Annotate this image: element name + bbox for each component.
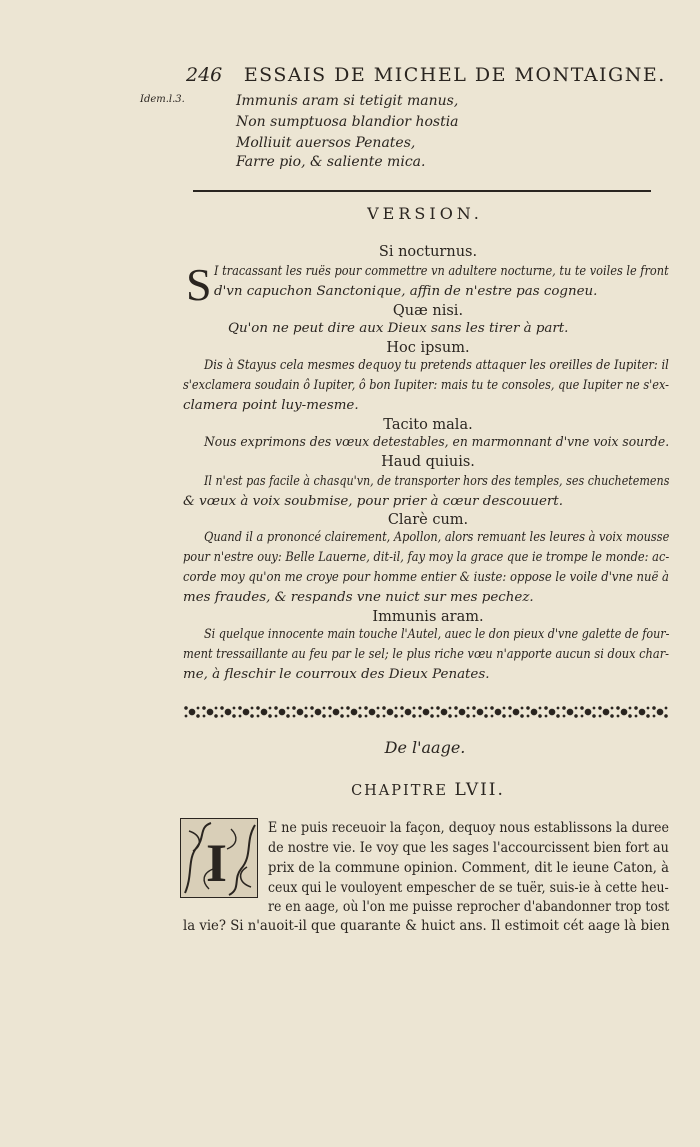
drop-cap-glyph: S <box>186 264 212 304</box>
verse-line: Molliuit auersos Penates, <box>236 135 416 151</box>
text-line: me, à fleschir le courroux des Dieux Penates. <box>183 667 490 682</box>
lemma: Immunis aram. <box>372 609 484 625</box>
text-line: Il n'est pas facile à chasqu'vn, de transporter hors des temples, ses chuchetemens <box>204 474 670 489</box>
lemma: Haud quiuis. <box>381 454 475 470</box>
text-line: pour n'estre ouy: Belle Lauerne, dit-il, fay moy la grace que ie trompe le monde: ac- <box>183 550 670 565</box>
chapter-numeral: LVII. <box>454 780 505 800</box>
text-line: E ne puis receuoir la façon, dequoy nous establissons la duree <box>268 820 670 836</box>
running-head <box>186 64 666 86</box>
text-line: mes fraudes, & respands vne nuict sur mes pechez. <box>183 590 534 605</box>
verse-line: Immunis aram si tetigit manus, <box>236 93 459 109</box>
text-line: corde moy qu'on me croye pour homme entier & iuste: oppose le voile d'vne nuë à <box>183 570 669 585</box>
text-line: Nous exprimons des vœux detestables, en marmonnant d'vne voix sourde. <box>204 435 670 450</box>
text-line: Si quelque innocente main touche l'Autel, auec le don pieux d'vne galette de four- <box>204 627 670 642</box>
margin-note: Idem.l.3. <box>140 94 185 105</box>
text-line: re en aage, où l'on me puisse reprocher d'abandonner trop tost <box>268 899 670 915</box>
fleuron-border <box>183 703 669 721</box>
text-line: Quand il a prononcé clairement, Apollon, alors remuant les leures à voix mousse <box>204 530 670 545</box>
chapter-subtitle: De l'aage. <box>384 738 466 757</box>
lemma: Si nocturnus. <box>378 244 478 260</box>
text-line: & vœux à voix soubmise, pour prier à cœur descouuert. <box>183 494 563 509</box>
section-rule <box>193 190 651 192</box>
text-line: prix de la commune opinion. Comment, dit le ieune Caton, à <box>268 860 669 876</box>
initial-letter: I <box>206 833 228 893</box>
drop-cap-letter <box>186 264 214 304</box>
text-line: ceux qui le vouloyent empescher de se tuër, suis-ie à cette heu- <box>268 880 669 896</box>
historiated-initial <box>180 818 258 898</box>
text-line: clamera point luy-mesme. <box>183 398 359 413</box>
lemma: Clarè cum. <box>387 512 469 528</box>
text-line: d'vn capuchon Sanctonique, affin de n'estre pas cogneu. <box>214 284 598 299</box>
text-line: de nostre vie. Ie voy que les sages l'accourcissent bien fort au <box>268 840 669 856</box>
lemma: Hoc ipsum. <box>386 340 470 356</box>
text-line: Dis à Stayus cela mesmes dequoy tu pretends attaquer les oreilles de Iupiter: il <box>204 358 669 373</box>
verse-line: Farre pio, & saliente mica. <box>236 154 426 170</box>
text-line: Qu'on ne peut dire aux Dieux sans les tirer à part. <box>228 321 569 336</box>
version-title: VERSION. <box>367 204 483 223</box>
lemma: Tacito mala. <box>383 417 473 433</box>
running-title: ESSAIS DE MICHEL DE MONTAIGNE. <box>243 64 666 86</box>
text-line: I tracassant les ruës pour commettre vn adultere nocturne, tu te voiles le front <box>214 264 669 279</box>
text-line: la vie? Si n'auoit-il que quarante & huict ans. Il estimoit cét aage là bien <box>183 918 670 934</box>
foliage-icon <box>181 819 258 898</box>
text-line: s'exclamera soudain ô Iupiter, ô bon Iupiter: mais tu te consoles, que Iupiter ne s'ex- <box>183 378 669 393</box>
text-line: ment tressaillante au feu par le sel; le plus riche vœu n'apporte aucun si doux char- <box>183 647 670 662</box>
page-number: 246 <box>186 64 223 86</box>
chapter-word: CHAPITRE <box>351 783 448 799</box>
verse-line: Non sumptuosa blandior hostia <box>236 114 459 130</box>
lemma: Quæ nisi. <box>392 303 464 319</box>
chapter-heading <box>0 780 700 800</box>
